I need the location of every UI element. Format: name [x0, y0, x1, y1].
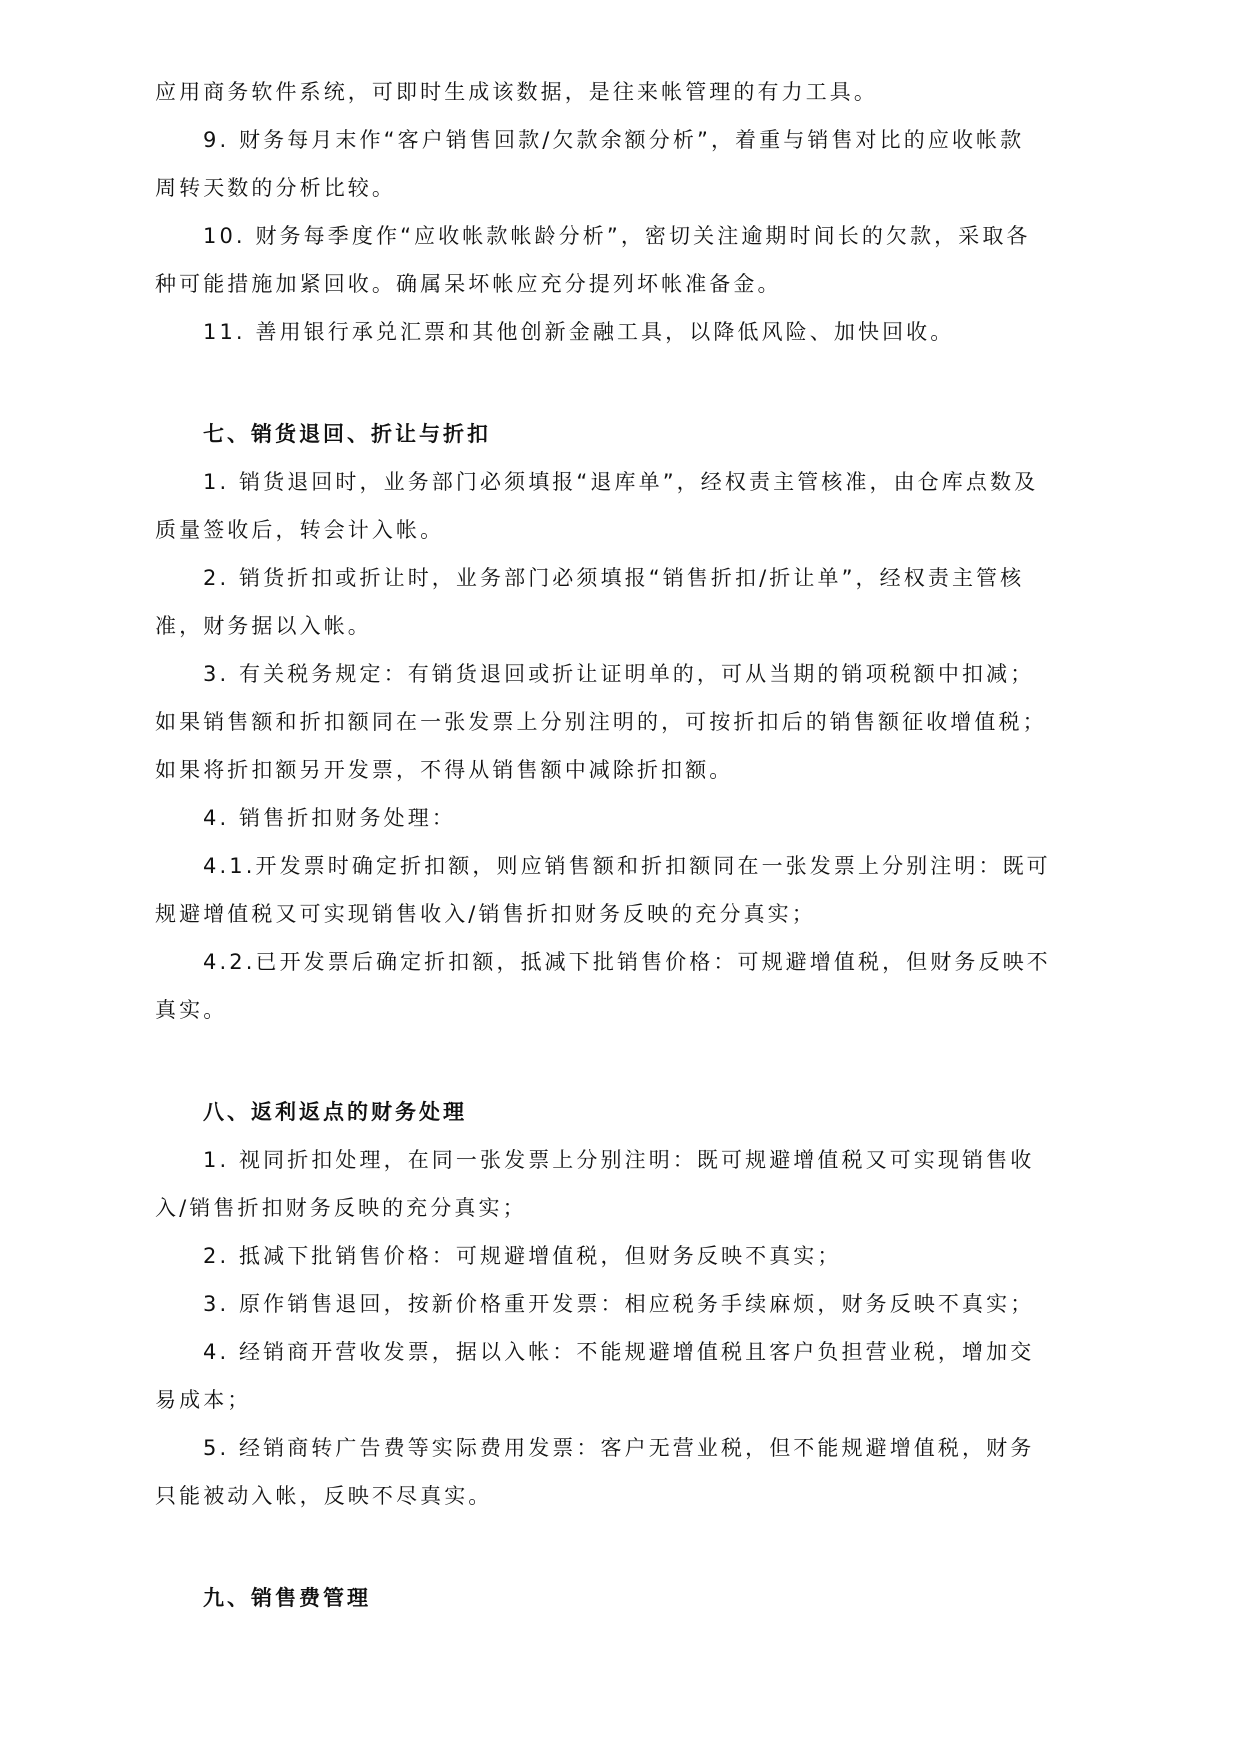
- text-line: 2. 抵减下批销售价格：可规避增值税，但财务反映不真实；: [203, 1244, 842, 1268]
- text-line: 准，财务据以入帐。: [155, 614, 372, 638]
- text-line: 种可能措施加紧回收。确属呆坏帐应充分提列坏帐准备金。: [155, 272, 782, 296]
- text-line: 3. 原作销售退回，按新价格重开发票：相应税务手续麻烦，财务反映不真实；: [203, 1292, 1035, 1316]
- text-line: 3. 有关税务规定：有销货退回或折让证明单的，可从当期的销项税额中扣减；: [203, 662, 1035, 686]
- text-line: 1. 销货退回时，业务部门必须填报“退库单”，经权责主管核准，由仓库点数及: [203, 470, 1039, 494]
- text-line: 真实。: [155, 998, 228, 1022]
- text-line: 如果销售额和折扣额同在一张发票上分别注明的，可按折扣后的销售额征收增值税；: [155, 710, 1047, 734]
- text-line: 如果将折扣额另开发票，不得从销售额中减除折扣额。: [155, 758, 734, 782]
- text-line: 规避增值税又可实现销售收入/销售折扣财务反映的充分真实；: [155, 902, 816, 926]
- text-line: 周转天数的分析比较。: [155, 176, 396, 200]
- text-line: 4.2.已开发票后确定折扣额，抵减下批销售价格：可规避增值税，但财务反映不: [203, 950, 1051, 974]
- text-line: 4. 销售折扣财务处理：: [203, 806, 456, 830]
- text-line: 2. 销货折扣或折让时，业务部门必须填报“销售折扣/折让单”，经权责主管核: [203, 566, 1025, 590]
- text-line: 4. 经销商开营收发票，据以入帐：不能规避增值税且客户负担营业税，增加交: [203, 1340, 1035, 1364]
- text-line: 5. 经销商转广告费等实际费用发票：客户无营业税，但不能规避增值税，财务: [203, 1436, 1035, 1460]
- text-line: 10. 财务每季度作“应收帐款帐龄分析”，密切关注逾期时间长的欠款，采取各: [203, 224, 1031, 248]
- text-line: 入/销售折扣财务反映的充分真实；: [155, 1196, 527, 1220]
- text-line: 1. 视同折扣处理，在同一张发票上分别注明：既可规避增值税又可实现销售收: [203, 1148, 1035, 1172]
- text-line: 11. 善用银行承兑汇票和其他创新金融工具，以降低风险、加快回收。: [203, 320, 955, 344]
- text-line: 9. 财务每月末作“客户销售回款/欠款余额分析”，着重与销售对比的应收帐款: [203, 128, 1025, 152]
- text-line: 4.1.开发票时确定折扣额，则应销售额和折扣额同在一张发票上分别注明：既可: [203, 854, 1051, 878]
- section-heading: 八、返利返点的财务处理: [203, 1100, 467, 1124]
- text-line: 易成本；: [155, 1388, 252, 1412]
- text-line: 应用商务软件系统，可即时生成该数据，是往来帐管理的有力工具。: [155, 80, 878, 104]
- text-line: 质量签收后，转会计入帐。: [155, 518, 445, 542]
- text-line: 只能被动入帐，反映不尽真实。: [155, 1484, 493, 1508]
- section-heading: 九、销售费管理: [203, 1586, 371, 1610]
- section-heading: 七、销货退回、折让与折扣: [203, 422, 491, 446]
